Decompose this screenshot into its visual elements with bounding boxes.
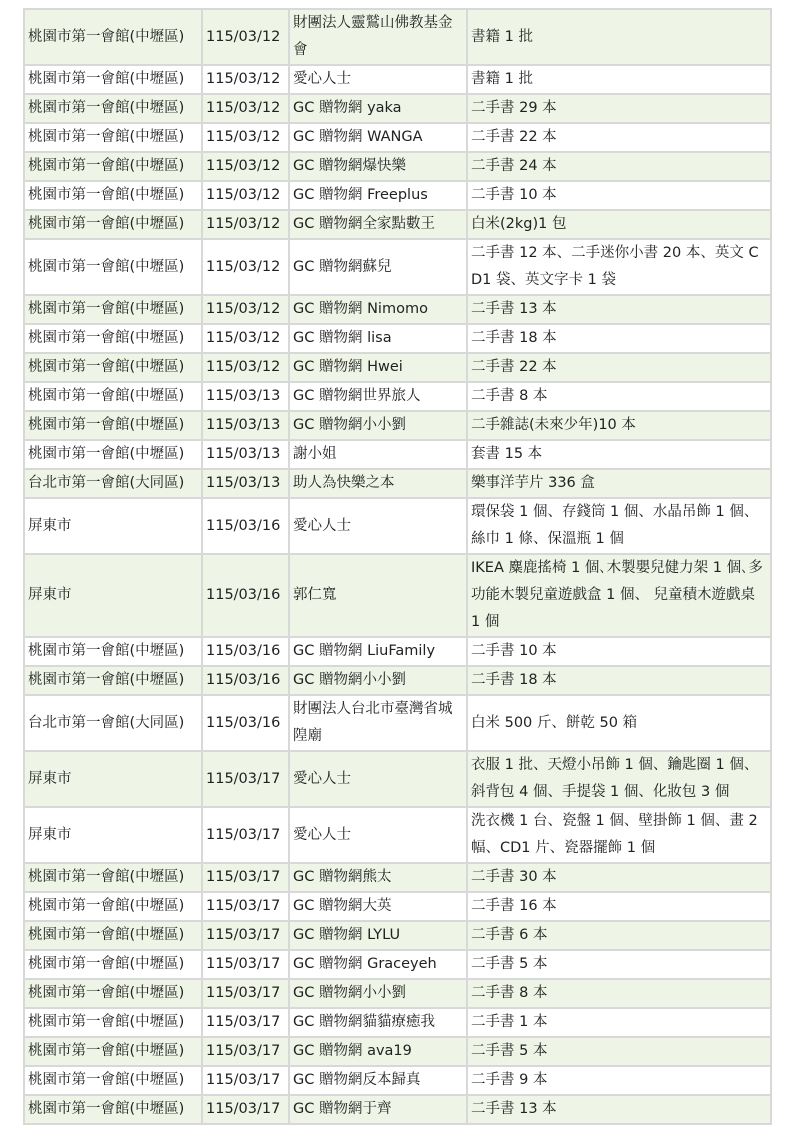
items-cell: 書籍 1 批 <box>467 65 771 94</box>
donor-cell: GC 贈物網 Graceyeh <box>289 950 467 979</box>
donor-cell: GC 贈物網蘇兒 <box>289 239 467 295</box>
location-cell: 台北市第一會館(大同區) <box>24 695 202 751</box>
date-cell: 115/03/17 <box>202 1095 289 1124</box>
date-cell: 115/03/17 <box>202 807 289 863</box>
location-cell: 桃園市第一會館(中壢區) <box>24 382 202 411</box>
donor-cell: GC 贈物網小小劉 <box>289 979 467 1008</box>
table-row <box>24 921 771 950</box>
donor-cell: GC 贈物網 Freeplus <box>289 181 467 210</box>
date-cell: 115/03/12 <box>202 181 289 210</box>
items-cell: 書籍 1 批 <box>467 9 771 65</box>
items-cell: 套書 15 本 <box>467 440 771 469</box>
donor-cell: 郭仁寬 <box>289 554 467 637</box>
donor-cell: GC 贈物網 Hwei <box>289 353 467 382</box>
date-cell: 115/03/17 <box>202 1037 289 1066</box>
table-row <box>24 979 771 1008</box>
date-cell: 115/03/13 <box>202 411 289 440</box>
location-cell: 桃園市第一會館(中壢區) <box>24 152 202 181</box>
table-row <box>24 666 771 695</box>
date-cell: 115/03/12 <box>202 94 289 123</box>
items-cell: 衣服 1 批、天燈小吊飾 1 個、鑰匙圈 1 個、斜背包 4 個、手提袋 1 個、化妝包 3 個 <box>467 751 771 807</box>
items-cell: 二手書 5 本 <box>467 950 771 979</box>
location-cell: 桃園市第一會館(中壢區) <box>24 65 202 94</box>
location-cell: 桃園市第一會館(中壢區) <box>24 921 202 950</box>
donor-cell: 謝小姐 <box>289 440 467 469</box>
items-cell: 二手書 18 本 <box>467 324 771 353</box>
donations-table <box>23 8 772 1125</box>
donor-cell: 愛心人士 <box>289 751 467 807</box>
donor-cell: GC 贈物網 LiuFamily <box>289 637 467 666</box>
date-cell: 115/03/17 <box>202 863 289 892</box>
table-row <box>24 1037 771 1066</box>
table-row <box>24 123 771 152</box>
table-row <box>24 353 771 382</box>
donor-cell: GC 贈物網 yaka <box>289 94 467 123</box>
table-row <box>24 637 771 666</box>
location-cell: 桃園市第一會館(中壢區) <box>24 1095 202 1124</box>
date-cell: 115/03/12 <box>202 65 289 94</box>
items-cell: 二手書 5 本 <box>467 1037 771 1066</box>
items-cell: 二手書 13 本 <box>467 295 771 324</box>
location-cell: 桃園市第一會館(中壢區) <box>24 1008 202 1037</box>
date-cell: 115/03/17 <box>202 1008 289 1037</box>
date-cell: 115/03/12 <box>202 152 289 181</box>
items-cell: 二手書 30 本 <box>467 863 771 892</box>
table-row <box>24 382 771 411</box>
donor-cell: GC 贈物網爆快樂 <box>289 152 467 181</box>
donor-cell: 愛心人士 <box>289 65 467 94</box>
table-row <box>24 295 771 324</box>
table-row <box>24 695 771 751</box>
table-row <box>24 1008 771 1037</box>
table-row <box>24 210 771 239</box>
location-cell: 桃園市第一會館(中壢區) <box>24 123 202 152</box>
table-row <box>24 807 771 863</box>
date-cell: 115/03/12 <box>202 239 289 295</box>
location-cell: 桃園市第一會館(中壢區) <box>24 666 202 695</box>
location-cell: 桃園市第一會館(中壢區) <box>24 863 202 892</box>
table-row <box>24 1066 771 1095</box>
location-cell: 桃園市第一會館(中壢區) <box>24 979 202 1008</box>
table-row <box>24 950 771 979</box>
date-cell: 115/03/12 <box>202 353 289 382</box>
location-cell: 桃園市第一會館(中壢區) <box>24 950 202 979</box>
location-cell: 桃園市第一會館(中壢區) <box>24 1066 202 1095</box>
location-cell: 桃園市第一會館(中壢區) <box>24 892 202 921</box>
items-cell: 二手書 29 本 <box>467 94 771 123</box>
table-row <box>24 1095 771 1124</box>
donor-cell: 助人為快樂之本 <box>289 469 467 498</box>
date-cell: 115/03/12 <box>202 295 289 324</box>
location-cell: 桃園市第一會館(中壢區) <box>24 324 202 353</box>
items-cell: 二手書 12 本、二手迷你小書 20 本、英文 CD1 袋、英文字卡 1 袋 <box>467 239 771 295</box>
date-cell: 115/03/16 <box>202 695 289 751</box>
items-cell: 二手書 10 本 <box>467 181 771 210</box>
location-cell: 桃園市第一會館(中壢區) <box>24 9 202 65</box>
location-cell: 桃園市第一會館(中壢區) <box>24 239 202 295</box>
table-row <box>24 181 771 210</box>
location-cell: 桃園市第一會館(中壢區) <box>24 181 202 210</box>
donor-cell: GC 贈物網全家點數王 <box>289 210 467 239</box>
location-cell: 桃園市第一會館(中壢區) <box>24 637 202 666</box>
table-row <box>24 152 771 181</box>
donor-cell: 財團法人台北市臺灣省城隍廟 <box>289 695 467 751</box>
donor-cell: GC 贈物網熊太 <box>289 863 467 892</box>
donor-cell: GC 贈物網世界旅人 <box>289 382 467 411</box>
location-cell: 屏東市 <box>24 554 202 637</box>
donor-cell: GC 贈物網貓貓療癒我 <box>289 1008 467 1037</box>
donor-cell: GC 贈物網于齊 <box>289 1095 467 1124</box>
donor-cell: GC 贈物網小小劉 <box>289 411 467 440</box>
donor-cell: GC 贈物網 Nimomo <box>289 295 467 324</box>
location-cell: 屏東市 <box>24 807 202 863</box>
items-cell: 二手書 8 本 <box>467 979 771 1008</box>
location-cell: 台北市第一會館(大同區) <box>24 469 202 498</box>
table-row <box>24 9 771 65</box>
donations-table-body <box>24 9 771 1124</box>
table-row <box>24 324 771 353</box>
table-row <box>24 65 771 94</box>
location-cell: 桃園市第一會館(中壢區) <box>24 411 202 440</box>
table-row <box>24 239 771 295</box>
donor-cell: GC 贈物網大英 <box>289 892 467 921</box>
date-cell: 115/03/13 <box>202 469 289 498</box>
location-cell: 屏東市 <box>24 751 202 807</box>
items-cell: 二手書 9 本 <box>467 1066 771 1095</box>
items-cell: 二手書 16 本 <box>467 892 771 921</box>
date-cell: 115/03/12 <box>202 210 289 239</box>
location-cell: 桃園市第一會館(中壢區) <box>24 295 202 324</box>
date-cell: 115/03/13 <box>202 382 289 411</box>
location-cell: 桃園市第一會館(中壢區) <box>24 1037 202 1066</box>
items-cell: 洗衣機 1 台、瓷盤 1 個、壁掛飾 1 個、畫 2 幅、CD1 片、瓷器擺飾 1 個 <box>467 807 771 863</box>
date-cell: 115/03/16 <box>202 554 289 637</box>
donor-cell: GC 贈物網反本歸真 <box>289 1066 467 1095</box>
date-cell: 115/03/12 <box>202 324 289 353</box>
date-cell: 115/03/17 <box>202 751 289 807</box>
table-row <box>24 469 771 498</box>
items-cell: 二手書 18 本 <box>467 666 771 695</box>
items-cell: 二手書 13 本 <box>467 1095 771 1124</box>
items-cell: 白米 500 斤、餅乾 50 箱 <box>467 695 771 751</box>
items-cell: IKEA 麋鹿搖椅 1 個､木製嬰兒健力架 1 個､多功能木製兒童遊戲盒 1 個、 兒童積木遊戲桌 1 個 <box>467 554 771 637</box>
donor-cell: GC 贈物網 WANGA <box>289 123 467 152</box>
donor-cell: GC 贈物網 LYLU <box>289 921 467 950</box>
table-row <box>24 94 771 123</box>
items-cell: 二手書 22 本 <box>467 123 771 152</box>
items-cell: 二手書 6 本 <box>467 921 771 950</box>
table-row <box>24 863 771 892</box>
location-cell: 桃園市第一會館(中壢區) <box>24 94 202 123</box>
location-cell: 桃園市第一會館(中壢區) <box>24 353 202 382</box>
items-cell: 環保袋 1 個、存錢筒 1 個、水晶吊飾 1 個、絲巾 1 條、保溫瓶 1 個 <box>467 498 771 554</box>
table-row <box>24 411 771 440</box>
donor-cell: 愛心人士 <box>289 807 467 863</box>
date-cell: 115/03/12 <box>202 123 289 152</box>
date-cell: 115/03/17 <box>202 921 289 950</box>
date-cell: 115/03/17 <box>202 979 289 1008</box>
donor-cell: GC 贈物網 ava19 <box>289 1037 467 1066</box>
items-cell: 二手書 8 本 <box>467 382 771 411</box>
table-row <box>24 498 771 554</box>
date-cell: 115/03/17 <box>202 892 289 921</box>
items-cell: 樂事洋芋片 336 盒 <box>467 469 771 498</box>
items-cell: 二手書 24 本 <box>467 152 771 181</box>
date-cell: 115/03/16 <box>202 498 289 554</box>
table-row <box>24 892 771 921</box>
donor-cell: GC 贈物網小小劉 <box>289 666 467 695</box>
date-cell: 115/03/17 <box>202 1066 289 1095</box>
items-cell: 二手書 10 本 <box>467 637 771 666</box>
items-cell: 二手書 1 本 <box>467 1008 771 1037</box>
items-cell: 二手書 22 本 <box>467 353 771 382</box>
date-cell: 115/03/12 <box>202 9 289 65</box>
date-cell: 115/03/17 <box>202 950 289 979</box>
date-cell: 115/03/16 <box>202 666 289 695</box>
location-cell: 桃園市第一會館(中壢區) <box>24 440 202 469</box>
items-cell: 白米(2kg)1 包 <box>467 210 771 239</box>
table-row <box>24 440 771 469</box>
donor-cell: 財團法人靈鷲山佛教基金會 <box>289 9 467 65</box>
table-row <box>24 554 771 637</box>
donor-cell: 愛心人士 <box>289 498 467 554</box>
items-cell: 二手雜誌(未來少年)10 本 <box>467 411 771 440</box>
date-cell: 115/03/13 <box>202 440 289 469</box>
table-row <box>24 751 771 807</box>
donor-cell: GC 贈物網 lisa <box>289 324 467 353</box>
location-cell: 桃園市第一會館(中壢區) <box>24 210 202 239</box>
location-cell: 屏東市 <box>24 498 202 554</box>
date-cell: 115/03/16 <box>202 637 289 666</box>
